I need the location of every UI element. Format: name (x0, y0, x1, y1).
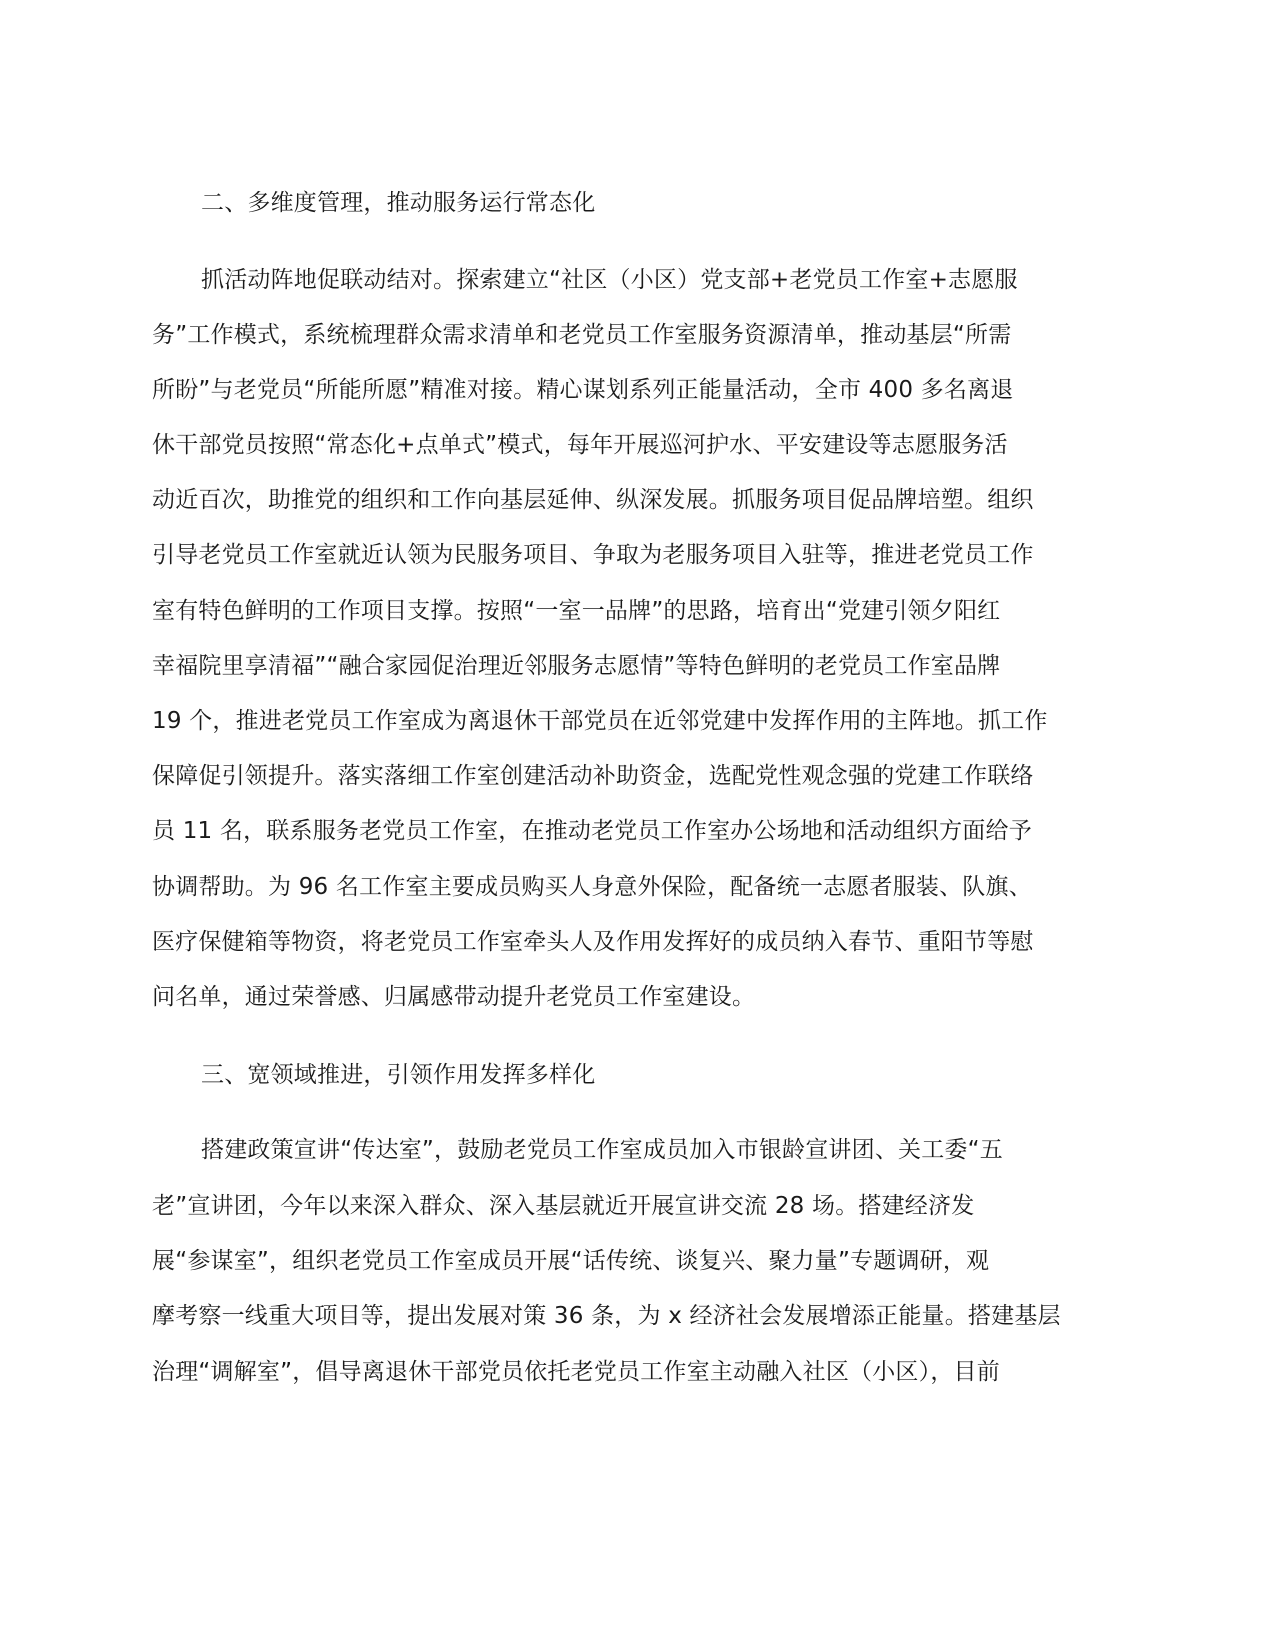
paragraph-line: 务”工作模式，系统梳理群众需求清单和老党员工作室服务资源清单，推动基层“所需 (152, 322, 1012, 348)
paragraph-line: 问名单，通过荣誉感、归属感带动提升老党员工作室建设。 (152, 984, 756, 1010)
paragraph-line: 保障促引领提升。落实落细工作室创建活动补助资金，选配党性观念强的党建工作联络 (152, 763, 1034, 789)
paragraph-line: 动近百次，助推党的组织和工作向基层延伸、纵深发展。抓服务项目促品牌培塑。组织 (152, 487, 1034, 513)
paragraph-line: 抓活动阵地促联动结对。探索建立“社区（小区）党支部+老党员工作室+志愿服 (201, 267, 1018, 293)
paragraph-line: 协调帮助。为 96 名工作室主要成员购买人身意外保险，配备统一志愿者服装、队旗、 (152, 874, 1032, 900)
paragraph-line: 治理“调解室”，倡导离退休干部党员依托老党员工作室主动融入社区（小区），目前 (152, 1359, 1000, 1385)
paragraph-line: 老”宣讲团，今年以来深入群众、深入基层就近开展宣讲交流 28 场。搭建经济发 (152, 1193, 975, 1219)
paragraph-line: 摩考察一线重大项目等，提出发展对策 36 条，为 x 经济社会发展增添正能量。搭建基层 (152, 1303, 1061, 1329)
paragraph-line: 幸福院里享清福”“融合家园促治理近邻服务志愿情”等特色鲜明的老党员工作室品牌 (152, 653, 1001, 679)
paragraph-line: 员 11 名，联系服务老党员工作室，在推动老党员工作室办公场地和活动组织方面给予 (152, 818, 1032, 844)
paragraph-line: 室有特色鲜明的工作项目支撑。按照“一室一品牌”的思路，培育出“党建引领夕阳红 (152, 598, 1001, 624)
paragraph-line: 19 个，推进老党员工作室成为离退休干部党员在近邻党建中发挥作用的主阵地。抓工作 (152, 708, 1048, 734)
section-heading-2: 二、多维度管理，推动服务运行常态化 (201, 190, 596, 216)
paragraph-line: 搭建政策宣讲“传达室”，鼓励老党员工作室成员加入市银龄宣讲团、关工委“五 (201, 1137, 1003, 1163)
paragraph-line: 医疗保健箱等物资，将老党员工作室牵头人及作用发挥好的成员纳入春节、重阳节等慰 (152, 929, 1034, 955)
paragraph-line: 所盼”与老党员“所能所愿”精准对接。精心谋划系列正能量活动，全市 400 多名离退 (152, 377, 1014, 403)
section-heading-3: 三、宽领域推进，引领作用发挥多样化 (201, 1062, 596, 1088)
paragraph-line: 休干部党员按照“常态化+点单式”模式，每年开展巡河护水、平安建设等志愿服务活 (152, 432, 1008, 458)
paragraph-line: 展“参谋室”，组织老党员工作室成员开展“话传统、谈复兴、聚力量”专题调研，观 (152, 1248, 990, 1274)
paragraph-line: 引导老党员工作室就近认领为民服务项目、争取为老服务项目入驻等，推进老党员工作 (152, 542, 1034, 568)
